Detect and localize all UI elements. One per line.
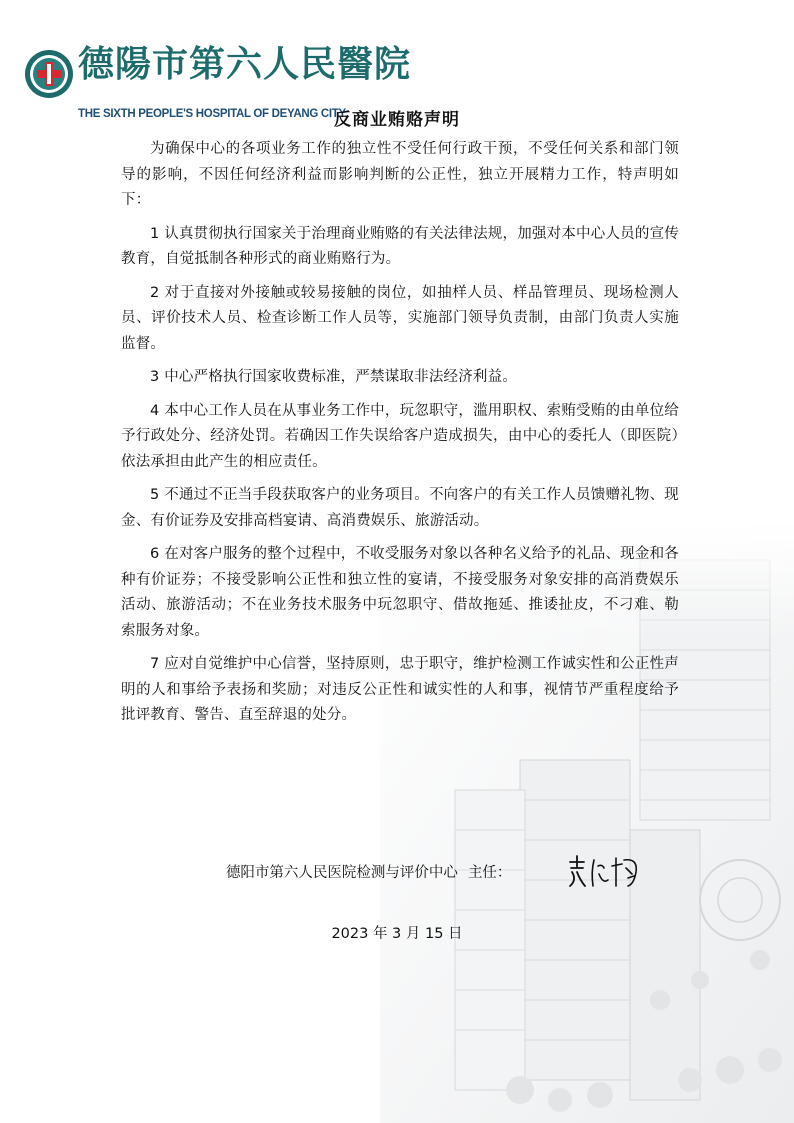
signer-line [0, 861, 794, 882]
paragraph-item-3: 3 中心严格执行国家收费标准，严禁谋取非法经济利益。 [150, 369, 518, 385]
statement-body [121, 137, 679, 737]
statement-date: 2023 年 3 月 15 日 [331, 926, 463, 942]
paragraph-item-7: 7 应对自觉维护中心信誉，坚持原则，忠于职守，维护检测工作诚实性和公正性声明的人和事给予表扬和奖励；对违反公正性和诚实性的人和事，视情节严重程度给予批评教育、警告、直至辞退的处分。 [121, 656, 679, 723]
signer-organization: 德阳市第六人民医院检测与评价中心 [225, 865, 458, 881]
document-title: 反商业贿赂声明 [334, 110, 460, 130]
paragraph-intro: 为确保中心的各项业务工作的独立性不受任何行政干预，不受任何关系和部门领导的影响，不因任何经济利益而影响判断的公正性，独立开展精力工作，特声明如下： [121, 141, 679, 208]
hospital-name-en: THE SIXTH PEOPLE'S HOSPITAL OF DEYANG CITY [78, 108, 346, 120]
paragraph-item-5: 5 不通过不正当手段获取客户的业务项目。不向客户的有关工作人员馈赠礼物、现金、有价证券及安排高档宴请、高消费娱乐、旅游活动。 [121, 487, 679, 529]
signer-role: 主任： [467, 865, 512, 881]
paragraph-item-4: 4 本中心工作人员在从事业务工作中，玩忽职守，滥用职权、索贿受贿的由单位给予行政处分、经济处罚。若确因工作失误给客户造成损失，由中心的委托人（即医院）依法承担由此产生的相应责任。 [121, 402, 679, 470]
paragraph-item-6: 6 在对客户服务的整个过程中，不收受服务对象以各种名义给予的礼品、现金和各种有价证券；不接受影响公正性和独立性的宴请，不接受服务对象安排的高消费娱乐活动、旅游活动；不在业务技术服务中玩忽职守、借故拖延、推诿扯皮，不刁难、勒索服务对象。 [121, 546, 679, 639]
paragraph-item-1: 1 认真贯彻执行国家关于治理商业贿赂的有关法律法规，加强对本中心人员的宣传教育，自觉抵制各种形式的商业贿赂行为。 [121, 225, 679, 267]
paragraph-item-2: 2 对于直接对外接触或较易接触的岗位，如抽样人员、样品管理员、现场检测人员、评价技术人员、检查诊断工作人员等，实施部门领导负责制，由部门负责人实施监督。 [121, 284, 679, 352]
hospital-name-cn: 德陽市第六人民醫院 [78, 43, 412, 85]
director-signature [566, 852, 646, 892]
